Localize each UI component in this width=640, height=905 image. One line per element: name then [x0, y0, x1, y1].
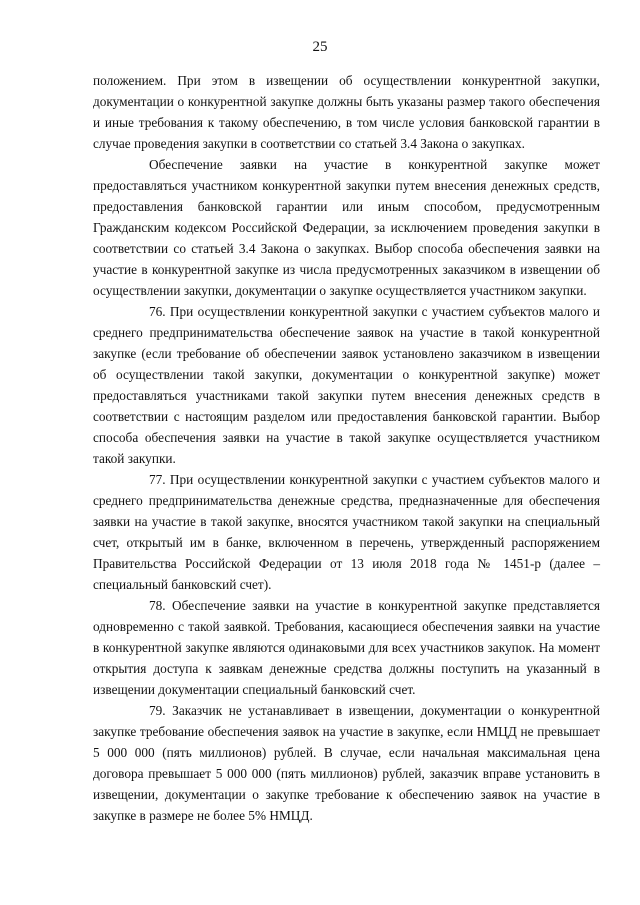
paragraph-78: 78. Обеспечение заявки на участие в конкурентной закупке представляется одновременно с такой заявкой. Требования, касающиеся обеспечения заявки на участие в конкурентной закупке являются одинаковыми для всех участников закупок. На момент открытия доступа к заявкам денежные средства должны поступить на указанный в извещении документации специальный банковский счет. [93, 598, 600, 697]
paragraph-continuation: положением. При этом в извещении об осуществлении конкурентной закупки, документации о конкурентной закупке должны быть указаны размер такого обеспечения и иные требования к такому обеспечению, в том числе условия банковской гарантии в случае проведения закупки в соответствии со статьей 3.4 Закона о закупках. [93, 73, 600, 151]
paragraph-77: 77. При осуществлении конкурентной закупки с участием субъектов малого и среднего предпринимательства денежные средства, предназначенные для обеспечения заявки на участие в такой закупке, вносятся участником такой закупки на специальный счет, открытый им в банке, включенном в перечень, утвержденный распоряжением Правительства Российской Федерации от 13 июля 2018 года № 1451-р (далее – специальный банковский счет). [93, 472, 600, 592]
paragraph-79: 79. Заказчик не устанавливает в извещении, документации о конкурентной закупке требование обеспечения заявок на участие в закупке, если НМЦД не превышает 5 000 000 (пять миллионов) рублей. В случае, если начальная максимальная цена договора превышает 5 000 000 (пять миллионов) рублей, заказчик вправе установить в извещении, документации о закупке требование к обеспечению заявок на участие в закупке в размере не более 5% НМЦД. [93, 703, 600, 823]
page-number: 25 [312, 39, 328, 55]
paragraph-76: 76. При осуществлении конкурентной закупки с участием субъектов малого и среднего предпринимательства обеспечение заявок на участие в такой конкурентной закупке (если требование об обеспечении заявок установлено заказчиком в извещении об осуществлении такой закупки, документации о конкурентной закупке) может предоставляться участниками такой закупки путем внесения денежных средств в соответствии с настоящим разделом или предоставления банковской гарантии. Выбор способа обеспечения заявки на участие в такой закупке осуществляется участником такой закупки. [93, 304, 600, 466]
document-body [93, 70, 600, 826]
paragraph-bid-security: Обеспечение заявки на участие в конкурентной закупке может предоставляться участником конкурентной закупки путем внесения денежных средств, предоставления банковской гарантии или иным способом, предусмотренным Гражданским кодексом Российской Федерации, за исключением проведения закупки в соответствии со статьей 3.4 Закона о закупках. Выбор способа обеспечения заявки на участие в конкурентной закупке из числа предусмотренных заказчиком в извещении об осуществлении закупки, документации о закупке осуществляется участником закупки. [93, 157, 600, 298]
